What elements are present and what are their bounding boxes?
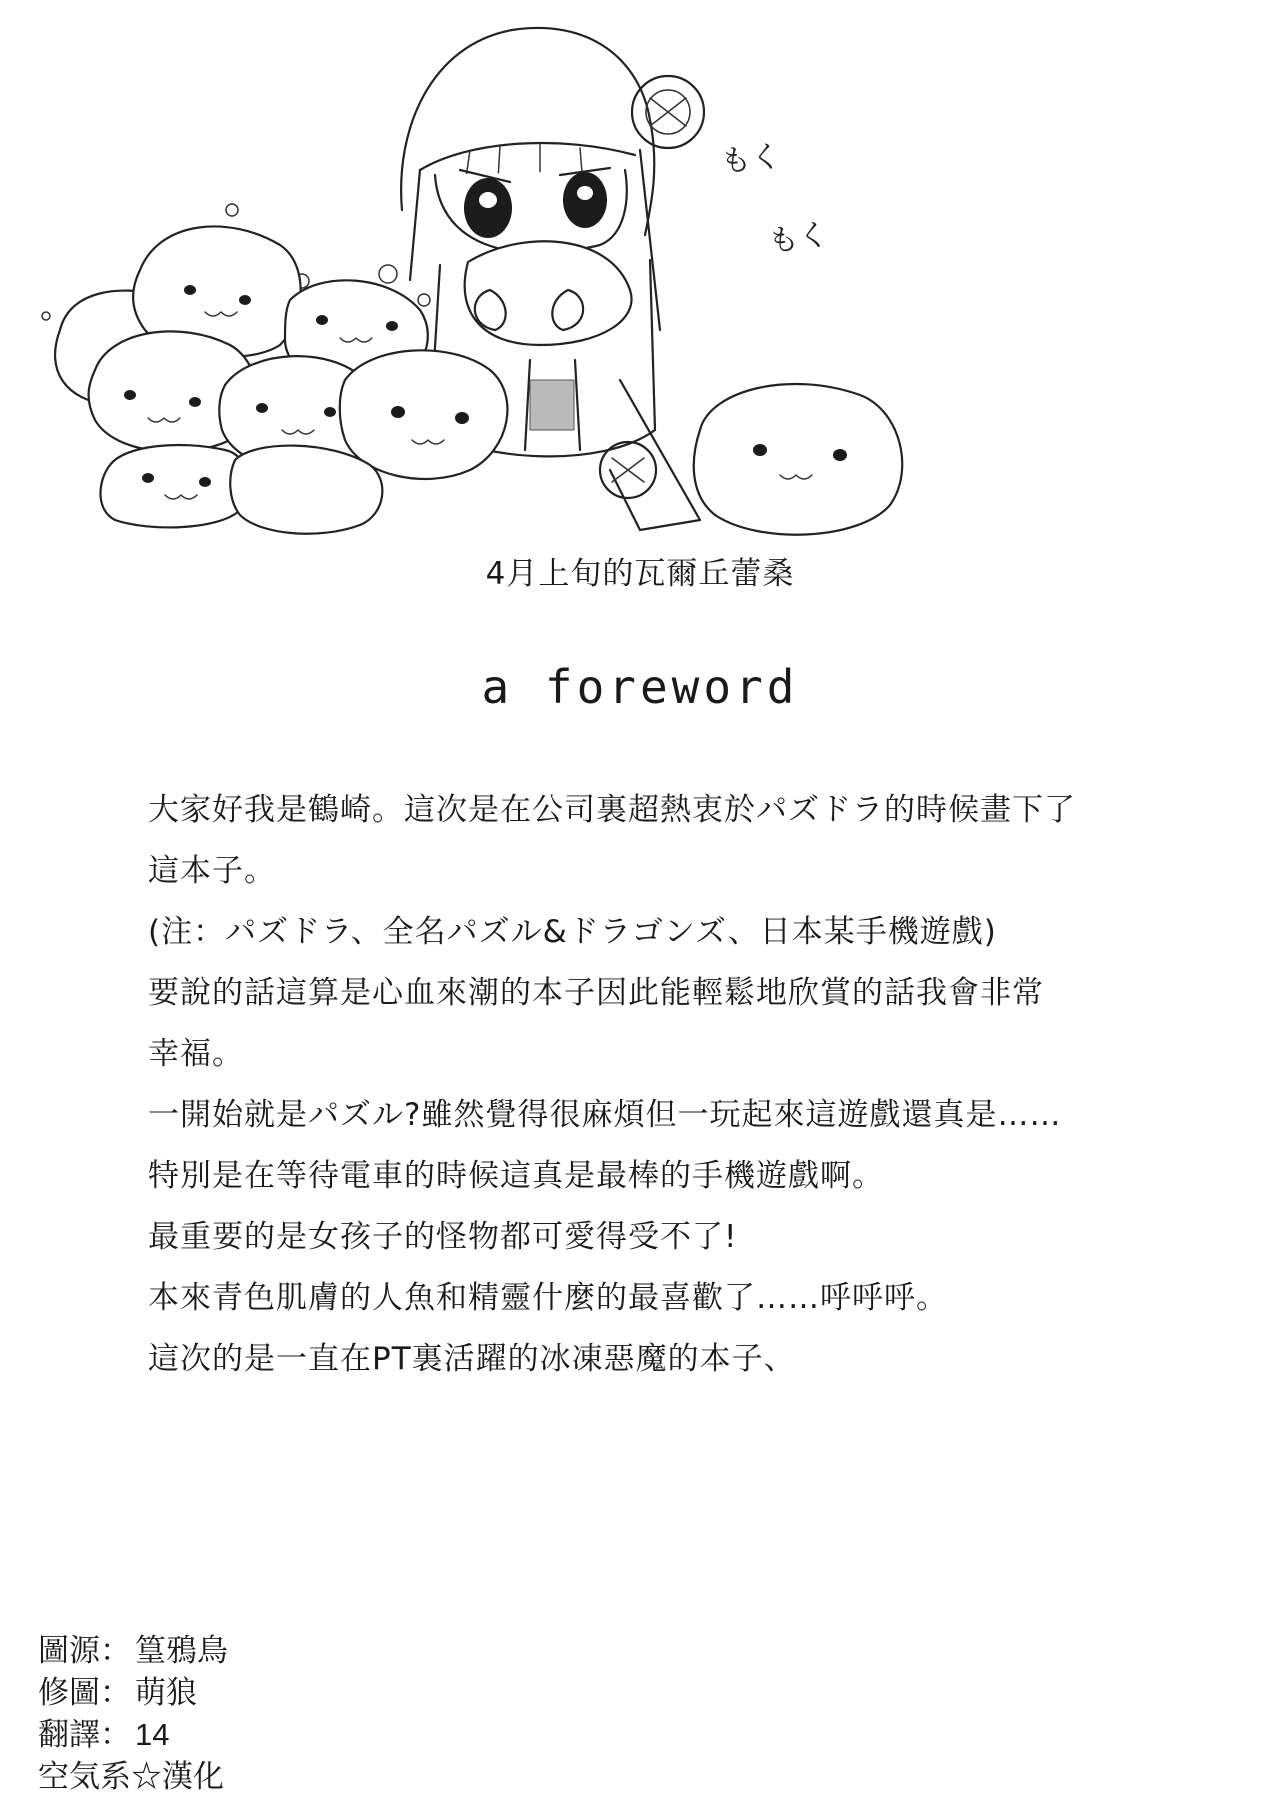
credit-label: 圖源： [38,1633,131,1668]
credit-source [38,1630,228,1672]
body-line: 要說的話這算是心血來潮的本子因此能輕鬆地欣賞的話我會非常 [148,975,1044,1011]
foreword-heading: a foreword [481,660,799,714]
body-line: 這本子。 [148,853,276,889]
credit-value: 萌狼 [135,1675,197,1710]
credit-value: 空気系☆漢化 [38,1759,224,1794]
body-line: 一開始就是パズル?雖然覺得很麻煩但一玩起來這遊戲還真是…… [148,1097,1062,1133]
credit-group [38,1756,228,1798]
chibi-illustration [0,0,1280,560]
credit-label: 修圖： [38,1675,131,1710]
body-line: 特別是在等待電車的時候這真是最棒的手機遊戲啊。 [148,1158,884,1194]
credit-label: 翻譯： [38,1717,131,1752]
body-line: 大家好我是鶴崎。這次是在公司裏超熱衷於パズドラ的時候畫下了 [148,792,1076,828]
body-line: 本來青色肌膚的人魚和精靈什麼的最喜歡了……呼呼呼。 [148,1280,948,1316]
sfx-text-2: もく [766,216,831,260]
illustration-caption: 4月上旬的瓦爾丘蕾桑 [485,556,795,592]
foreword-body [148,780,1168,1390]
credit-value: 篁鴉鳥 [135,1633,228,1668]
slime-right [694,384,902,535]
credit-translation [38,1714,228,1756]
body-line: 幸福。 [148,1036,244,1072]
credit-editing [38,1672,228,1714]
body-line: 最重要的是女孩子的怪物都可愛得受不了! [148,1219,738,1255]
body-line: 這次的是一直在PT裏活躍的冰凍惡魔的本子、 [148,1341,796,1377]
translation-credits [38,1630,228,1798]
sfx-text-1: もく [719,138,783,180]
credit-value: 14 [135,1717,170,1752]
body-line: (注：パズドラ、全名パズル&ドラゴンズ、日本某手機遊戲) [148,914,997,950]
